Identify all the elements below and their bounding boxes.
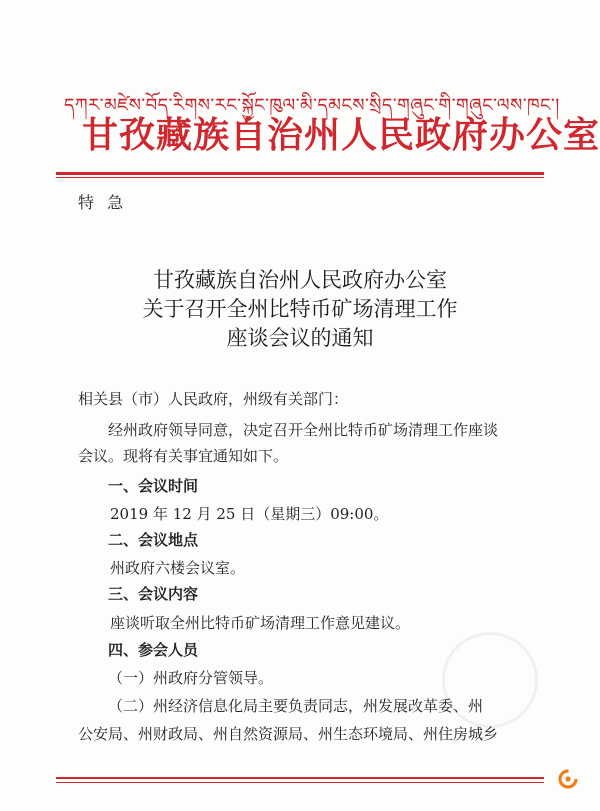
section-heading-attendees: 四、参会人员 [108,641,199,659]
title-line-2: 关于召开全州比特币矿场清理工作 [142,297,458,321]
meeting-content: 座谈听取全州比特币矿场清理工作意见建议。 [110,614,411,632]
meeting-place: 州政府六楼会议室。 [110,559,246,577]
intro-line-1: 经州政府领导同意，决定召开全州比特币矿场清理工作座谈 [108,421,499,439]
header-rule-thin [56,177,544,178]
attendee-item-2-line-2: 公安局、州财政局、州自然资源局、州生态环境局、州住房城乡 [78,725,499,743]
watermark-seal [442,632,538,728]
section-heading-place: 二、会议地点 [108,531,199,549]
header-rule-thick [56,172,544,175]
attendee-item-2-line-1: （二）州经济信息化局主要负责同志，州发展改革委、州 [108,697,484,715]
urgency-label: 特 急 [78,193,128,212]
footer-rule-thick [56,777,544,779]
attendee-item-1: （一）州政府分管领导。 [108,669,274,687]
corner-logo-icon [557,768,579,790]
letterhead-tibetan: དཀར་མཛེས་བོད་རིགས་རང་སྐྱོང་ཁུལ་མི་དམངས་སྲིད་གཞུང་གི་གཞུང་ལས་ཁང་། [64,95,560,116]
footer-rule-thin [56,782,544,783]
title-line-1: 甘孜藏族自治州人民政府办公室 [153,268,447,292]
intro-line-2: 会议。现将有关事宜通知如下。 [78,447,289,465]
section-heading-time: 一、会议时间 [108,477,199,495]
letterhead-org-name: 甘孜藏族自治州人民政府办公室 [82,114,600,156]
document-title [60,266,540,353]
salutation: 相关县（市）人民政府，州级有关部门： [78,390,349,408]
section-heading-content: 三、会议内容 [108,585,199,603]
meeting-time: 2019 年 12 月 25 日（星期三）09:00。 [110,505,389,523]
title-line-3: 座谈会议的通知 [226,326,374,350]
